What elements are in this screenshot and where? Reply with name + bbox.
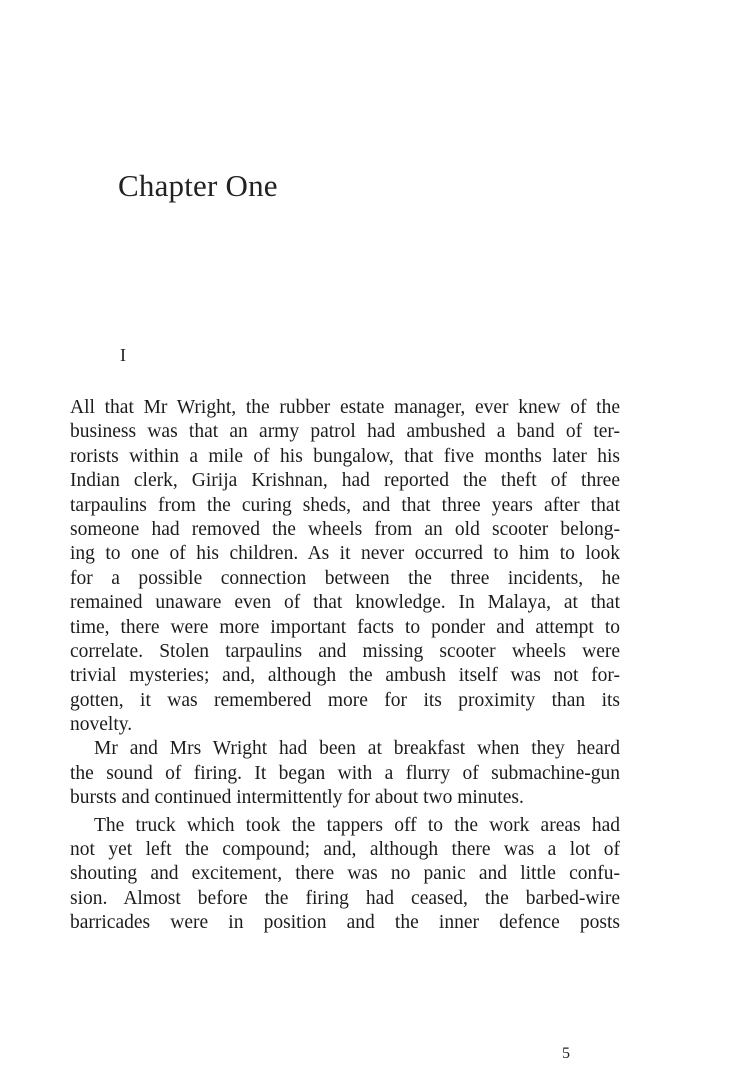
text-line: barricades were in position and the inner defence posts (70, 912, 620, 934)
text-line: Indian clerk, Girija Krishnan, had reported the theft of three (70, 470, 620, 492)
text-line: novelty. (70, 714, 133, 736)
text-line: correlate. Stolen tarpaulins and missing scooter wheels were (70, 640, 620, 662)
section-number: I (120, 345, 126, 365)
text-line: sion. Almost before the firing had ceased, the barbed-wire (70, 887, 620, 909)
text-line: business was that an army patrol had ambushed a band of ter- (70, 421, 620, 443)
text-line: for a possible connection between the three incidents, he (70, 567, 620, 589)
text-line: time, there were more important facts to ponder and attempt to (70, 616, 620, 638)
text-line: ing to one of his children. As it never occurred to him to look (70, 543, 620, 565)
text-line: bursts and continued intermittently for about two minutes. (70, 787, 524, 809)
text-line: All that Mr Wright, the rubber estate manager, ever knew of the (70, 397, 620, 418)
text-line: Mr and Mrs Wright had been at breakfast when they heard (94, 738, 620, 760)
text-line: The truck which took the tappers off to the work areas had (94, 814, 620, 836)
text-line: someone had removed the wheels from an old scooter belong- (70, 518, 620, 540)
text-line: shouting and excitement, there was no panic and little confu- (70, 863, 620, 885)
chapter-title: Chapter One (118, 168, 278, 203)
text-line: rorists within a mile of his bungalow, that five months later his (70, 445, 620, 467)
text-line: remained unaware even of that knowledge. In Malaya, at that (70, 592, 620, 614)
text-line: the sound of firing. It began with a flurry of submachine-gun (70, 762, 620, 784)
page-number: 5 (562, 1045, 570, 1062)
body-text (70, 396, 620, 936)
text-line: not yet left the compound; and, although there was a lot of (70, 839, 620, 861)
text-line: tarpaulins from the curing sheds, and that three years after that (70, 494, 620, 516)
text-line: trivial mysteries; and, although the ambush itself was not for- (70, 665, 620, 687)
text-line: gotten, it was remembered more for its proximity than its (70, 689, 620, 711)
